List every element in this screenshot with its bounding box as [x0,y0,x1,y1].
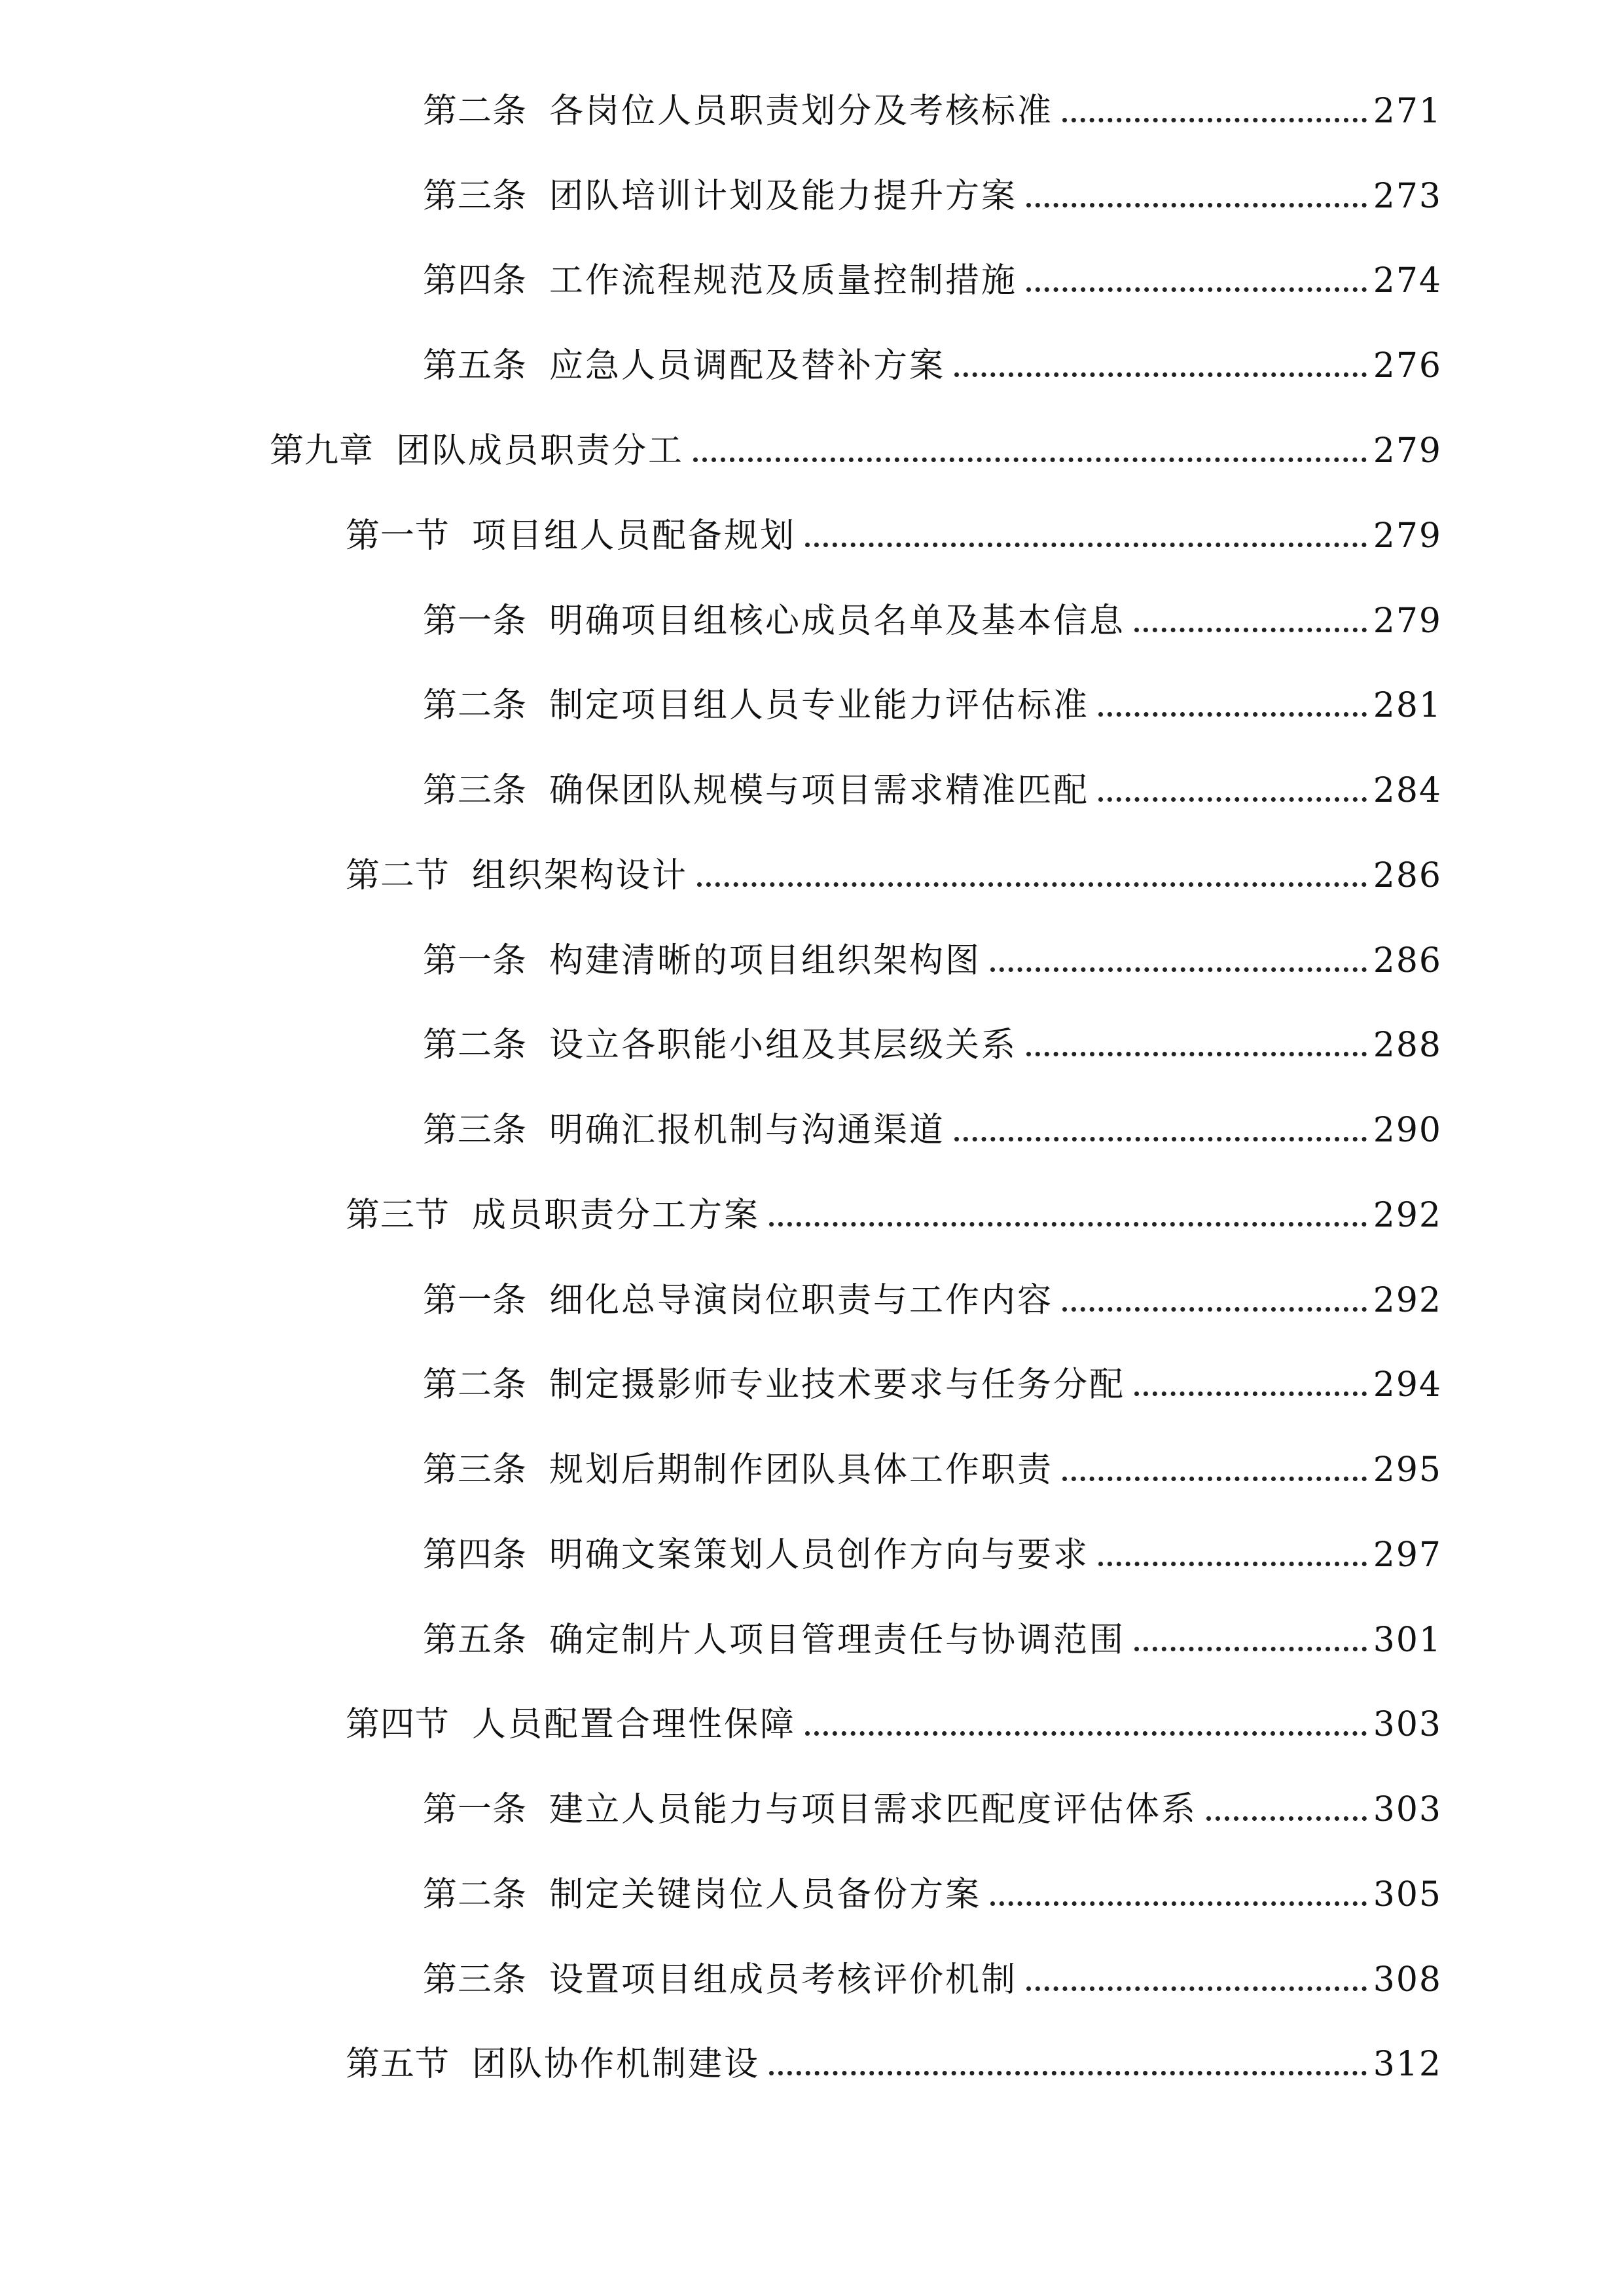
toc-entry-page: 274 [1373,261,1442,300]
toc-entry-page: 294 [1373,1365,1442,1405]
toc-entry-page: 286 [1373,856,1442,895]
toc-entry-title: 应急人员调配及替补方案 [549,346,946,386]
dot-leader [954,372,1367,377]
toc-entry-title: 人员配置合理性保障 [472,1705,797,1744]
dot-leader [1026,1986,1367,1991]
toc-entry-page: 273 [1373,177,1442,216]
toc-entry[interactable] [423,1349,1442,1408]
toc-entry-number: 第二条 [423,1026,528,1065]
toc-entry[interactable] [423,245,1442,304]
toc-entry[interactable] [423,75,1442,134]
toc-entry-page: 281 [1373,686,1442,725]
toc-entry[interactable] [423,1265,1442,1323]
toc-entry-number: 第二条 [423,1875,528,1914]
dot-leader [1098,797,1367,802]
toc-entry-title: 明确汇报机制与沟通渠道 [549,1111,946,1150]
toc-entry-page: 295 [1373,1450,1442,1490]
dot-leader [1026,287,1367,292]
dot-leader [954,1137,1367,1141]
toc-entry-number: 第九章 [270,431,374,471]
toc-entry-title: 细化总导演岗位职责与工作内容 [549,1281,1054,1320]
toc-entry[interactable] [423,1604,1442,1663]
toc-entry-number: 第五节 [346,2045,450,2084]
dot-leader [1026,203,1367,207]
toc-entry[interactable] [423,1519,1442,1578]
toc-entry-number: 第三条 [423,1960,528,2000]
dot-leader [693,457,1367,462]
dot-leader [1134,1647,1367,1651]
toc-entry-title: 明确文案策划人员创作方向与要求 [549,1535,1090,1575]
toc-entry[interactable] [423,585,1442,644]
toc-entry-page: 290 [1373,1111,1442,1150]
dot-leader [769,2071,1367,2075]
toc-entry-number: 第二条 [423,686,528,725]
dot-leader [1062,118,1367,122]
toc-entry[interactable] [423,1774,1442,1833]
toc-entry-number: 第二条 [423,1365,528,1405]
toc-entry-page: 292 [1373,1196,1442,1235]
toc-entry-page: 303 [1373,1790,1442,1829]
toc-entry-title: 制定关键岗位人员备份方案 [549,1875,982,1914]
toc-entry-page: 279 [1373,601,1442,641]
toc-entry-page: 308 [1373,1960,1442,2000]
toc-entry-section[interactable] [346,1689,1442,1748]
toc-entry-title: 制定摄影师专业技术要求与任务分配 [549,1365,1126,1405]
toc-entry-title: 组织架构设计 [472,856,689,895]
toc-entry-title: 团队协作机制建设 [472,2045,761,2084]
dot-leader [805,543,1367,547]
toc-entry-title: 制定项目组人员专业能力评估标准 [549,686,1090,725]
dot-leader [1206,1816,1367,1821]
toc-entry-page: 284 [1373,771,1442,810]
toc-entry-page: 305 [1373,1875,1442,1914]
toc-entry[interactable] [423,1859,1442,1918]
toc-entry-title: 各岗位人员职责划分及考核标准 [549,92,1054,131]
dot-leader [697,882,1367,887]
toc-entry-number: 第五条 [423,346,528,386]
toc-entry-section[interactable] [346,500,1442,559]
dot-leader [769,1222,1367,1227]
dot-leader [990,967,1367,972]
dot-leader [1098,1562,1367,1566]
toc-entry-section[interactable] [346,840,1442,899]
toc-entry-title: 项目组人员配备规划 [472,516,797,556]
toc-entry[interactable] [423,755,1442,814]
toc-entry-page: 271 [1373,92,1442,131]
dot-leader [1026,1052,1367,1056]
toc-entry[interactable] [423,1944,1442,2003]
toc-entry-section[interactable] [346,1179,1442,1238]
toc-entry-number: 第五条 [423,1621,528,1660]
toc-entry-title: 团队成员职责分工 [396,431,685,471]
toc-entry-title: 工作流程规范及质量控制措施 [549,261,1018,300]
toc-entry-number: 第二条 [423,92,528,131]
toc-entry-page: 286 [1373,941,1442,980]
toc-entry-chapter[interactable] [270,415,1442,474]
toc-entry-number: 第四条 [423,261,528,300]
dot-leader [1134,628,1367,632]
toc-entry[interactable] [423,925,1442,984]
dot-leader [1062,1307,1367,1312]
toc-entry-number: 第四节 [346,1705,450,1744]
toc-entry-number: 第四条 [423,1535,528,1575]
dot-leader [1134,1391,1367,1396]
toc-entry-title: 设置项目组成员考核评价机制 [549,1960,1018,2000]
toc-entry-title: 确定制片人项目管理责任与协调范围 [549,1621,1126,1660]
toc-entry-page: 303 [1373,1705,1442,1744]
toc-entry-page: 279 [1373,516,1442,556]
dot-leader [990,1901,1367,1906]
toc-entry-title: 明确项目组核心成员名单及基本信息 [549,601,1126,641]
toc-entry-page: 292 [1373,1281,1442,1320]
toc-entry-number: 第一条 [423,1790,528,1829]
toc-entry[interactable] [423,1094,1442,1153]
toc-entry-number: 第三条 [423,771,528,810]
toc-entry-page: 288 [1373,1026,1442,1065]
dot-leader [1098,712,1367,717]
toc-entry-page: 297 [1373,1535,1442,1575]
toc-entry-title: 建立人员能力与项目需求匹配度评估体系 [549,1790,1198,1829]
toc-entry-page: 312 [1373,2045,1442,2084]
toc-entry-number: 第一节 [346,516,450,556]
toc-entry[interactable] [423,670,1442,728]
toc-entry-number: 第三条 [423,177,528,216]
toc-entry-number: 第三条 [423,1111,528,1150]
toc-entry-title: 确保团队规模与项目需求精准匹配 [549,771,1090,810]
dot-leader [1062,1477,1367,1481]
toc-entry-page: 301 [1373,1621,1442,1660]
toc-entry-title: 规划后期制作团队具体工作职责 [549,1450,1054,1490]
toc-entry-title: 设立各职能小组及其层级关系 [549,1026,1018,1065]
toc-entry[interactable] [423,1009,1442,1068]
toc-entry-section[interactable] [346,2028,1442,2087]
toc-entry-number: 第二节 [346,856,450,895]
toc-entry-number: 第一条 [423,601,528,641]
toc-entry-number: 第一条 [423,941,528,980]
toc-entry-number: 第三节 [346,1196,450,1235]
toc-entry-title: 成员职责分工方案 [472,1196,761,1235]
toc-entry[interactable] [423,160,1442,219]
toc-entry-page: 276 [1373,346,1442,386]
toc-entry-title: 团队培训计划及能力提升方案 [549,177,1018,216]
dot-leader [805,1731,1367,1736]
toc-entry[interactable] [423,330,1442,389]
toc-entry-number: 第三条 [423,1450,528,1490]
toc-entry[interactable] [423,1434,1442,1493]
toc-entry-page: 279 [1373,431,1442,471]
toc-entry-number: 第一条 [423,1281,528,1320]
toc-entry-title: 构建清晰的项目组织架构图 [549,941,982,980]
